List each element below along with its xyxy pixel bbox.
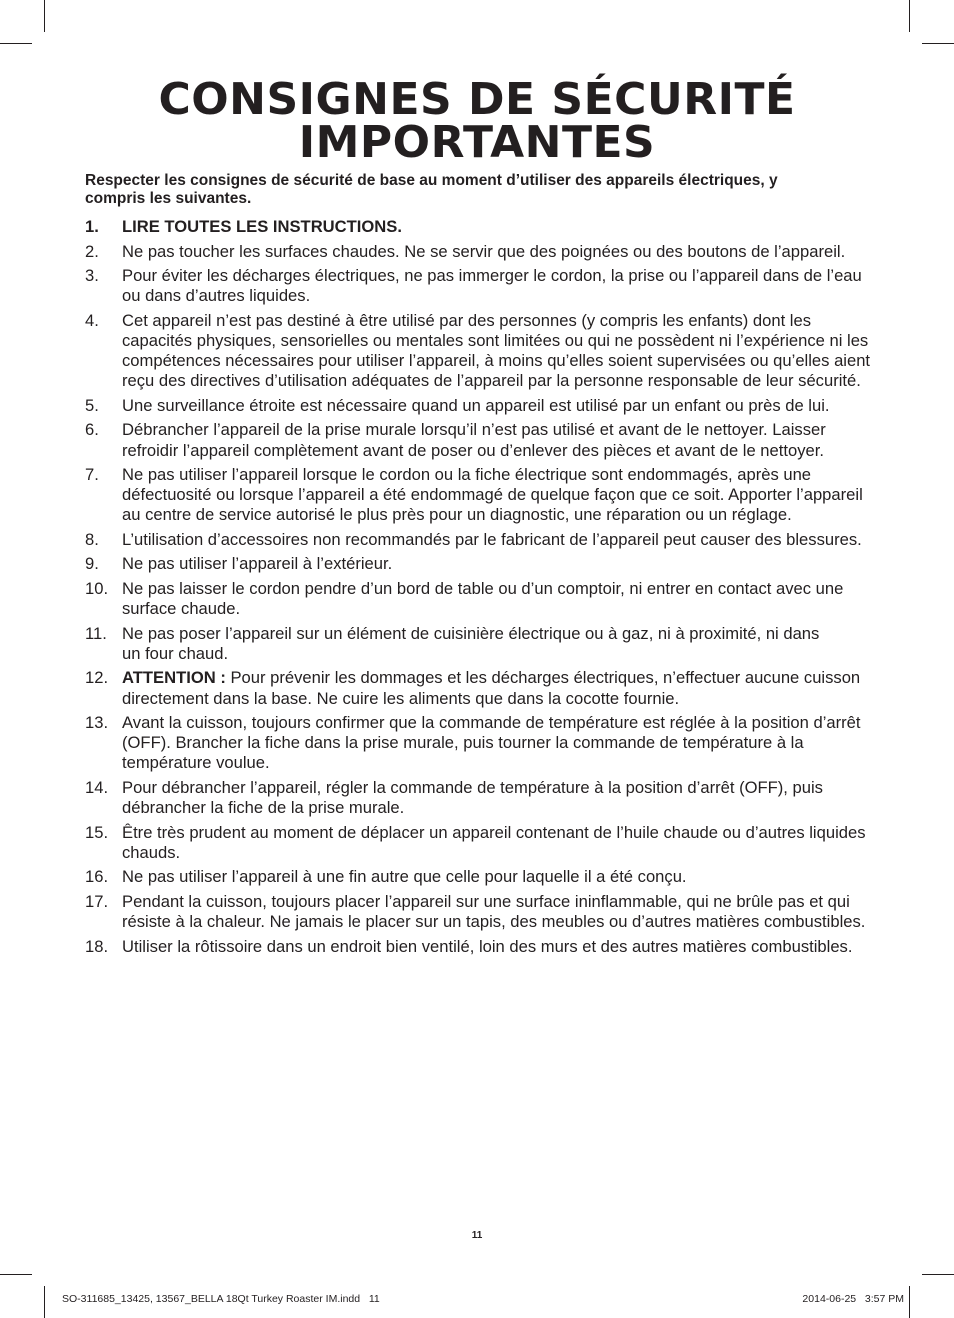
item-number: 10. [85, 578, 109, 598]
list-item [85, 823, 875, 863]
list-item [85, 892, 875, 932]
item-number: 14. [85, 777, 109, 797]
item-number: 7. [85, 465, 99, 485]
item-text: Pour prévenir les dommages et les décharges électriques, n’effectuer aucune cuisson directement dans la base. Ne cuire les aliments que dans la cocotte fournie. [122, 668, 861, 708]
item-number: 3. [85, 266, 99, 285]
item-text: Débrancher l’appareil de la prise murale lorsqu’il n’est pas utilisé et avant de le nettoyer. Laisser refroidir l’appareil complètement avant de poser ou d’enlever des pièces et avant de le nettoyer. [122, 420, 826, 460]
list-item [85, 465, 875, 526]
list-item [85, 624, 875, 664]
item-number: 15. [85, 822, 109, 842]
list-item [85, 554, 875, 574]
item-text: Être très prudent au moment de déplacer un appareil contenant de l’huile chaude ou d’autres liquides chauds. [122, 822, 866, 862]
item-text: Ne pas utiliser l’appareil à une fin autre que celle pour laquelle il a été conçu. [122, 867, 687, 887]
crop-mark [922, 43, 954, 44]
list-item [85, 420, 875, 460]
list-item [85, 266, 875, 306]
item-text: Pour débrancher l’appareil, régler la commande de température à la position d’arrêt (OFF), puis débrancher la fiche de la prise murale. [122, 777, 823, 818]
crop-mark [909, 1286, 910, 1318]
item-text: Utiliser la rôtissoire dans un endroit bien ventilé, loin des murs et des autres matières combustibles. [122, 936, 853, 956]
crop-mark [44, 1286, 45, 1318]
item-text: Pour éviter les décharges électriques, ne pas immerger le cordon, la prise ou l’appareil dans de l’eau ou dans d’autres liquides. [122, 266, 862, 306]
item-number: 11. [85, 623, 107, 643]
item-number: 9. [85, 554, 99, 574]
item-text: Cet appareil n’est pas destiné à être utilisé par des personnes (y compris les enfants) dont les capacités physiques, sensorielles ou mentales sont limitées ou qui ne possèdent ni l’expérience ni les compétences nécessaires pour utiliser l’appareil, à moins qu’elles soient supervisées ou qu’elles aient reçu des directives d’utilisation adéquates de l’appareil par la personne responsable de leur sécurité. [122, 310, 871, 391]
list-item [85, 242, 875, 262]
item-number: 4. [85, 310, 99, 330]
crop-mark [0, 1274, 32, 1275]
list-item [85, 937, 875, 957]
list-item [85, 530, 875, 550]
crop-mark [44, 0, 45, 32]
list-item [85, 311, 875, 392]
title-line-1: CONSIGNES DE SÉCURITÉ [158, 74, 796, 125]
crop-mark [922, 1274, 954, 1275]
item-text: Ne pas utiliser l’appareil à l’extérieur. [122, 554, 393, 574]
item-text: Pendant la cuisson, toujours placer l’appareil sur une surface ininflammable, qui ne brûle pas et qui résiste à la chaleur. Ne jamais le placer sur un tapis, des meubles ou d’autres matières combustibles. [122, 891, 866, 932]
item-number: 13. [85, 713, 109, 733]
item-number: 16. [85, 867, 109, 887]
item-text: Ne pas toucher les surfaces chaudes. Ne se servir que des poignées ou des boutons de l’appareil. [122, 241, 846, 261]
item-text: Avant la cuisson, toujours confirmer que la commande de température est réglée à la position d’arrêt (OFF). Brancher la fiche dans la prise murale, puis tourner la commande de température à la température voulue. [122, 713, 861, 773]
item-number: 17. [85, 891, 109, 911]
crop-mark [909, 0, 910, 32]
item-number: 5. [85, 395, 99, 415]
footer-timestamp: 2014-06-25 3:57 PM [802, 1293, 904, 1305]
page-number: 11 [471, 1230, 483, 1241]
page-title [0, 74, 954, 168]
list-item [85, 713, 875, 774]
item-text: Ne pas poser l’appareil sur un élément de cuisinière électrique ou à gaz, ni à proximité, ni dans un four chaud. [122, 623, 820, 663]
item-lead-label: ATTENTION : [122, 668, 226, 688]
safety-instructions-list [85, 217, 875, 961]
item-text: L’utilisation d’accessoires non recommandés par le fabricant de l’appareil peut causer des blessures. [122, 529, 862, 549]
item-text: Ne pas laisser le cordon pendre d’un bord de table ou d’un comptoir, ni entrer en contact avec une surface chaude. [122, 578, 844, 619]
item-number: 1. [85, 217, 99, 236]
item-number: 12. [85, 668, 109, 688]
list-item [85, 579, 875, 619]
item-number: 8. [85, 529, 99, 549]
intro-paragraph: Respecter les consignes de sécurité de base au moment d’utiliser des appareils électriques, y compris les suivantes. [85, 172, 778, 207]
list-item [85, 867, 875, 887]
list-item [85, 778, 875, 818]
title-line-2: IMPORTANTES [298, 117, 656, 168]
item-number: 2. [85, 241, 99, 261]
list-item [85, 396, 875, 416]
item-text: Ne pas utiliser l’appareil lorsque le cordon ou la fiche électrique sont endommagés, après une défectuosité ou lorsque l’appareil a été endommagé de quelque façon que ce soit. Apporter l’appareil au centre de service autorisé le plus près pour un diagnostic, une réparation ou un réglage. [122, 465, 863, 525]
item-text: Une surveillance étroite est nécessaire quand un appareil est utilisé par un enfant ou près de lui. [122, 395, 830, 415]
item-number: 6. [85, 420, 99, 440]
footer-file-name: SO-311685_13425, 13567_BELLA 18Qt Turkey Roaster IM.indd 11 [62, 1293, 380, 1305]
crop-mark [0, 43, 32, 44]
list-item [85, 668, 875, 708]
list-item [85, 217, 875, 237]
item-number: 18. [85, 936, 109, 956]
item-text: LIRE TOUTES LES INSTRUCTIONS. [122, 217, 402, 236]
